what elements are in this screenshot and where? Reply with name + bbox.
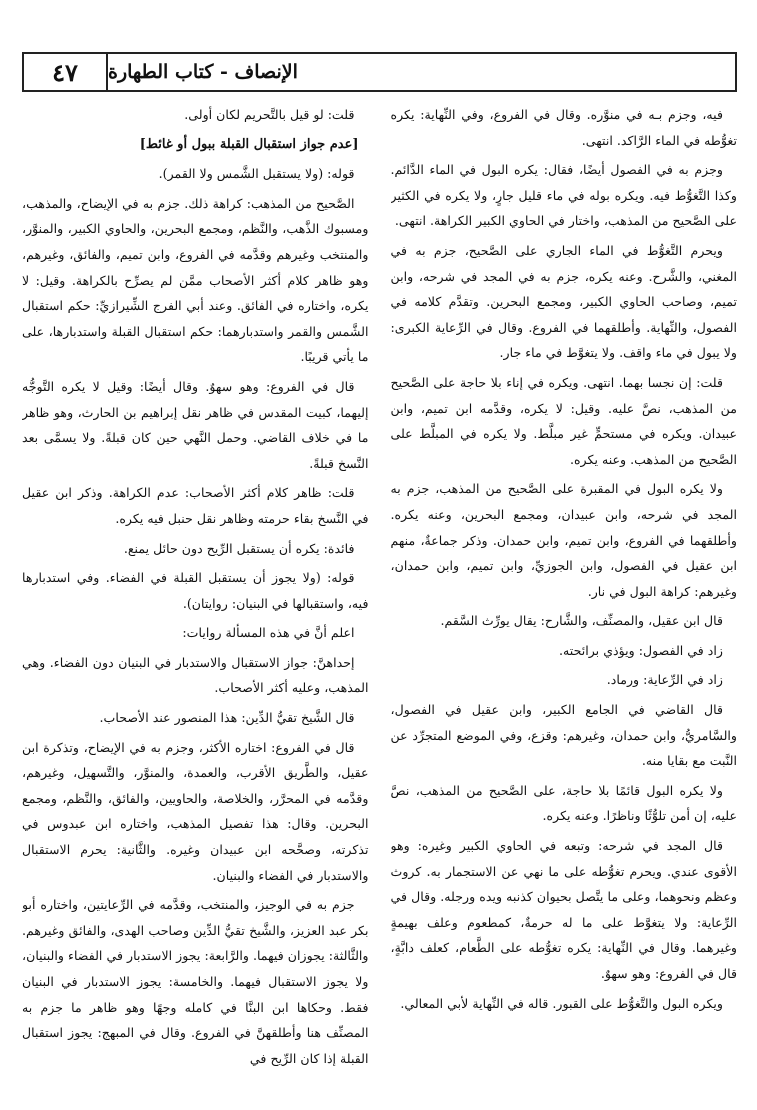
text-columns <box>22 102 737 1094</box>
paragraph: اعلم أنَّ في هذه المسألة روايات: <box>182 625 355 641</box>
paragraph: ويحرم التَّغوُّط في الماء الجاري على الصَّحيح، جزم به في المغني، والشَّرح. وعنه يكره، جزم به في المجد في شرحه، وابن تميم، وصاحب الحاوي الكبير، ومجمع البحرين. وتقدَّم كلامه في الفصول، والنِّهاية. وأطلقهما في الفروع. وقال في الرِّعاية الكبرى: ولا يبول في ماء واقف. ولا يتغوَّط في ماء جار. <box>390 242 737 361</box>
paragraph: قوله: (ولا يجوز أن يستقبل القبلة في الفضاء. وفي استدبارها فيه، واستقبالها في البنيان: روايتان). <box>22 570 369 611</box>
paragraph: وجزم به في الفصول أيضًا، فقال: يكره البول في الماء الدَّائم. وكذا التَّغوُّط فيه. ويكره بوله في ماء قليل جارٍ، ولا يكره في الكثير على الصَّحيح من المذهب، واختار في الحاوي الكبير الكراهة. انتهى. <box>390 162 737 229</box>
paragraph: ولا يكره البول قائمًا بلا حاجة، على الصَّحيح من المذهب، نصَّ عليه، إن أمن تلوُّثًا وناظرًا. وعنه يكره. <box>390 782 737 824</box>
paragraph: قوله: (ولا يستقبل الشَّمس ولا القمر). <box>158 166 355 182</box>
page-header <box>22 52 737 92</box>
section-heading: [عدم جواز استقبال القبلة ببول أو غائط] <box>139 136 359 152</box>
paragraph: إحداهنَّ: جواز الاستقبال والاستدبار في البنيان دون الفضاء. وهي المذهب، وعليه أكثر الأصحاب. <box>22 654 369 696</box>
paragraph: ولا يكره البول في المقبرة على الصَّحيح من المذهب، جزم به المجد في شرحه، وابن عبيدان، ومجمع البحرين، وعنه يكره. وأطلقهما في الفروع، وابن تميم، وابن حمدان. وذكر جماعةٌ، منهم ابن عقيل في الفصول، وابن الجوزيِّ، وابن تميم، وابن حمدان، وغيرهم: كراهة البول في نار. <box>390 481 737 599</box>
paragraph: قال القاضي في الجامع الكبير، وابن عقيل في الفصول، والسَّامريُّ، وابن حمدان، وغيرهم: وقزع، وفي الموضع المتجرِّد عن النَّبت مع بقايا منه. <box>390 702 737 769</box>
paragraph: قلت: ظاهر كلام أكثر الأصحاب: عدم الكراهة. وذكر ابن عقيل في النَّسخ بقاء حرمته وظاهر نقل حنبل فيه يكره. <box>22 485 369 526</box>
paragraph: قال في الفروع: وهو سهوٌ. وقال أيضًا: وقيل لا يكره التَّوجُّه إليهما، كبيت المقدس في ظاهر نقل إبراهيم بن الحارث، وهو ظاهر ما في خلاف القاضي. وحمل النَّهي حين كان قبلةً. ولا يسمَّى بعد النَّسخ قبلةً. <box>22 378 369 471</box>
paragraph: فيه، وجزم بـه في منوَّره. وقال في الفروع، وفي النِّهاية: يكره تغوُّطه في الماء الرَّاكد. انتهى. <box>390 107 737 148</box>
paragraph: زاد في الفصول: ويؤذي برائحته. <box>559 642 723 658</box>
paragraph: جزم به في الوجيز، والمنتخب، وقدَّمه في الرِّعايتين، واختاره أبو بكر عبد العزيز، والشَّيخ تقيُّ الدِّين وصاحب الهدى، والفائق وغيرهم. والثَّالثة: يجوزان فيهما. والرَّابعة: يجوز الاستدبار في الفضاء والبنيان، ولا يجوز الاستقبال فيهما. والخامسة: يجوز الاستدبار في البنيان فقط. وحكاها ابن البنَّا في كامله وجهًا وهو ظاهر ما جزم به المصنِّف هنا وأطلقهنَّ في الفروع. وقال في المبهج: يجوز استقبال القبلة إذا كان الرِّيح في <box>22 897 369 1066</box>
paragraph: قال المجد في شرحه: وتبعه في الحاوي الكبير وغيره: وهو الأقوى عندي. ويحرم تغوُّطه على ما نهي عن الاستجمار به. كروث وعظم ونحوهما، وعلى ما يتَّصل بحيوان كذنبه ويده ورجله. وقال في الرِّعاية: ولا يتغوَّط على ما له حرمةٌ، كمطعوم وعلف بهيمةٍ وغيرهما. وقال في النِّهاية: يكره تغوُّطه على الطَّعام، كعلف دابَّةٍ، قال في الفروع: وهو سهوٌ. <box>390 838 737 981</box>
paragraph: الصَّحيح من المذهب: كراهة ذلك. جزم به في الإيضاح، والمذهب، ومسبوك الذَّهب، والنَّظم، ومجمع البحرين، والحاوي الكبير، والمنوَّر، والمنتخب وغيرهم وقدَّمه في الفروع، وابن تميم، والفائق، وغيرهم، وهو ظاهر كلام أكثر الأصحاب ممَّن لم يصرِّح بالكراهة. وقيل: لا يكره، واختاره في الفائق. وعند أبي الفرج الشِّيرازيِّ: حكم استقبال الشَّمس والقمر واستدبارهما: حكم استقبال القبلة واستدبارها، على ما يأتي قريبًا. <box>22 195 369 365</box>
paragraph: ويكره البول والتَّغوُّط على القبور. قاله في النِّهاية لأبي المعالي. <box>400 995 723 1011</box>
paragraph: قال ابن عقيل، والمصنِّف، والشَّارح: يقال يورِّث السَّقم. <box>440 613 723 629</box>
paragraph: قلت: إن نجسا بهما. انتهى. ويكره في إناء بلا حاجة على الصَّحيح من المذهب، نصَّ عليه. وقيل: لا يكره، وقدَّمه ابن تميم، وابن عبيدان. ويكره في مستحمٍّ غير مبلَّط. ولا يكره في المبلَّط على الصَّحيح من المذهب. وعنه يكره. <box>390 374 737 467</box>
page-number: ٤٧ <box>24 54 108 90</box>
paragraph: قال في الفروع: اختاره الأكثر، وجزم به في الإيضاح، وتذكرة ابن عقيل، والطَّريق الأقرب، والعمدة، والمنوَّر، والتَّسهيل، وغيرهم، وقدَّمه في المحرَّر، والخلاصة، والحاويين، والفائق، والنَّظم، ومجمع البحرين. وقال: هذا تفصيل المذهب، واختاره ابن عبدوس في تذكرته، وصحَّحه ابن عبيدان وغيره. والثَّانية: يحرم الاستقبال والاستدبار في الفضاء والبنيان. <box>22 739 369 883</box>
running-title: الإنصاف - كتاب الطهارة <box>108 61 298 83</box>
left-column <box>22 102 369 1094</box>
intro-paragraph: قلت: لو قيل بالتَّحريم لكان أولى. <box>184 107 355 122</box>
right-column <box>391 102 738 1094</box>
paragraph: قال الشَّيخ تقيُّ الدِّين: هذا المنصور عند الأصحاب. <box>99 710 355 726</box>
paragraph: فائدة: يكره أن يستقبل الرِّيح دون حائل يمنع. <box>123 540 355 556</box>
paragraph: زاد في الرِّعاية: ورماد. <box>606 672 723 688</box>
